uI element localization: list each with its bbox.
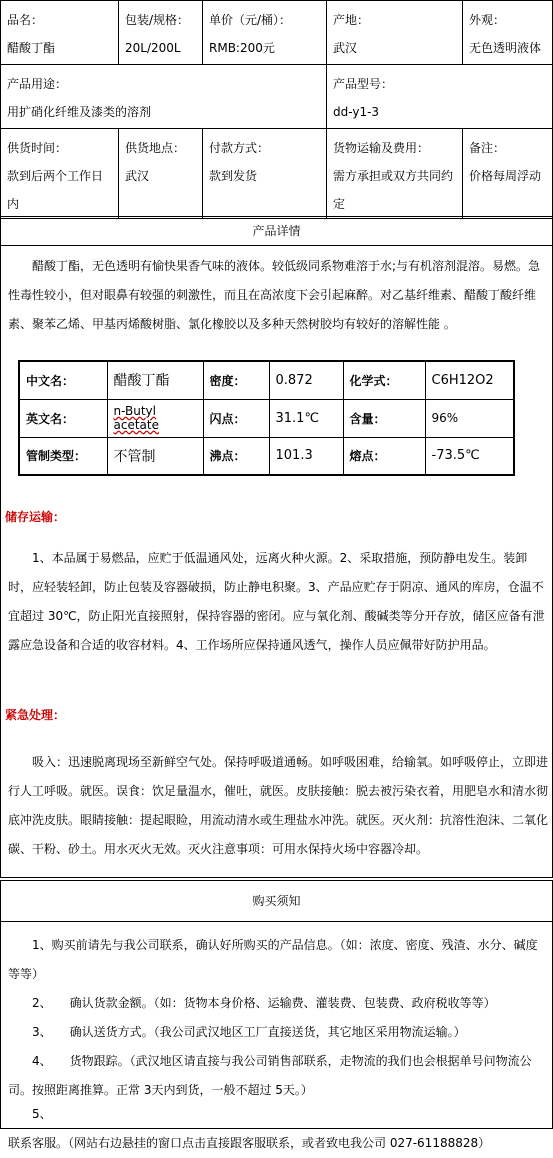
spec-value: 31.1℃ [269, 399, 343, 437]
item-number: 2、 [32, 996, 52, 1010]
cell-appearance [463, 1, 553, 65]
spec-value: C6H12O2 [425, 361, 514, 399]
storage-heading: 储存运输： [5, 510, 66, 524]
package-label: 包装/规格： [125, 13, 190, 27]
price-label: 单价（元/桶）： [209, 13, 292, 27]
cell-payment [203, 129, 327, 219]
supply-time-label: 供货时间： [7, 141, 68, 155]
price-value: RMB:200元 [209, 41, 275, 55]
item-text: 货物跟踪。（武汉地区请直接与我公司销售部联系，走物流的我们也会根据单号问物流公司。按照距离推算。正常 3天内到货，一般不超过 5天。） [8, 1054, 532, 1097]
spec-value: 0.872 [269, 361, 343, 399]
origin-label: 产地： [333, 13, 370, 27]
spec-row [19, 361, 514, 399]
shipping-value: 需方承担或双方共同约定 [333, 169, 454, 211]
product-name-label: 品名： [7, 13, 44, 27]
spec-value: 醋酸丁酯 [107, 361, 203, 399]
spec-key: 管制类型： [19, 437, 107, 475]
model-value: dd-y1-3 [333, 105, 380, 119]
spec-value: -73.5℃ [425, 437, 514, 475]
item-text: 确认送货方式。（我公司武汉地区工厂直接送货，其它地区采用物流运输。） [69, 1025, 466, 1039]
english-name-value: n-Butyl acetate [113, 404, 159, 432]
spec-key: 中文名： [19, 361, 107, 399]
cell-supply-time [1, 129, 119, 219]
product-detail-body [0, 246, 553, 878]
item-text: 购买前请先与我公司联系，确认好所购买的产品信息。（如：浓度、密度、残渣、水分、碱度等等） [8, 938, 538, 981]
item-number: 5、 [32, 1107, 52, 1121]
origin-value: 武汉 [333, 41, 358, 55]
usage-label: 产品用途： [7, 77, 68, 91]
spec-value [107, 399, 203, 437]
remark-value: 价格每周浮动 [469, 169, 542, 183]
cell-supply-place [119, 129, 203, 219]
spec-value: 不管制 [107, 437, 203, 475]
emergency-text: 吸入：迅速脱离现场至新鲜空气处。保持呼吸道通畅。如呼吸困难，给输氧。如呼吸停止，立即进行人工呼吸。就医。误食：饮足量温水，催吐，就医。皮肤接触：脱去被污染衣着，用肥皂水和清水彻底冲洗皮肤。眼睛接触：提起眼睑，用流动清水或生理盐水冲洗。就医。灭火剂：抗溶性泡沫、二氧化碳、干粉、砂土。用水灭火无效。灭火注意事项：可用水保持火场中容器冷却。 [8, 755, 549, 856]
cell-origin [327, 1, 463, 65]
cell-product-name [1, 1, 119, 65]
list-item [8, 1047, 549, 1105]
appearance-value: 无色透明液体 [469, 41, 542, 55]
spec-key: 熔点： [343, 437, 425, 475]
package-value: 20L/200L [125, 41, 181, 55]
list-item [8, 1018, 549, 1047]
spec-value: 101.3 [269, 437, 343, 475]
remark-label: 备注： [469, 141, 506, 155]
model-label: 产品型号： [333, 77, 394, 91]
cell-remark [463, 129, 553, 219]
item-text: 确认货款金额。（如：货物本身价格、运输费、灌装费、包装费、政府税收等等） [69, 996, 496, 1010]
spec-key: 密度： [203, 361, 269, 399]
cell-usage [1, 65, 327, 129]
supply-place-value: 武汉 [125, 169, 150, 183]
cell-package [119, 1, 203, 65]
payment-label: 付款方式： [209, 141, 270, 155]
usage-value: 用扩硝化纤维及漆类的溶剂 [7, 105, 152, 119]
spec-row [19, 437, 514, 475]
payment-value: 款到发货 [209, 169, 258, 183]
cell-price [203, 1, 327, 65]
purchase-notice-body [0, 922, 553, 1150]
list-item [8, 989, 549, 1018]
product-name-value: 醋酸丁酯 [7, 41, 56, 55]
list-item [8, 931, 549, 989]
purchase-notice-title: 购买须知 [0, 880, 553, 922]
spec-row [19, 399, 514, 437]
spec-key: 沸点： [203, 437, 269, 475]
spec-key: 含量： [343, 399, 425, 437]
supply-place-label: 供货地点： [125, 141, 186, 155]
shipping-label: 货物运输及费用： [333, 141, 430, 155]
spec-value: 96% [425, 399, 514, 437]
appearance-label: 外观： [469, 13, 506, 27]
basic-info-table [0, 0, 553, 65]
product-intro: 醋酸丁酯，无色透明有愉快果香气味的液体。较低级同系物难溶于水;与有机溶剂混溶。易燃。急性毒性较小，但对眼鼻有较强的刺激性，而且在高浓度下会引起麻醉。对乙基纤维素、醋酸丁酸纤维素、聚苯乙烯、甲基丙烯酸树脂、氯化橡胶以及多种天然树胶均有较好的溶解性能 。 [8, 259, 541, 331]
spec-key: 化学式： [343, 361, 425, 399]
storage-text: 1、本品属于易燃品，应贮于低温通风处，远离火种火源。2、采取措施，预防静电发生。装卸时，应轻装轻卸，防止包装及容器破损，防止静电积聚。3、产品应贮存于阴凉、通风的库房，仓温不宜超过 30℃，防止阳光直接照射，保持容器的密闭。应与氧化剂、酸碱类等分开存放，储区应备有泄露应急设备和合适的收容材料。4、工作场所应保持通风透气，操作人员应佩带好防护用品。 [8, 551, 545, 652]
product-detail-title: 产品详情 [0, 216, 553, 246]
item-number: 4、 [32, 1054, 52, 1068]
spec-key: 闪点： [203, 399, 269, 437]
cell-shipping [327, 129, 463, 219]
item-number: 3、 [32, 1025, 52, 1039]
item-text: 联系客服。（网站右边悬挂的窗口点击直接跟客服联系，或者致电我公司 027-61188828） [8, 1136, 491, 1150]
supply-time-value: 款到后两个工作日内 [7, 169, 104, 211]
spec-key: 英文名： [19, 399, 107, 437]
list-item [8, 1100, 549, 1158]
supply-table [0, 128, 553, 219]
emergency-heading: 紧急处理： [5, 708, 66, 722]
item-number: 1、 [32, 938, 52, 952]
usage-table [0, 64, 553, 129]
spec-table [18, 360, 515, 476]
cell-model [327, 65, 553, 129]
